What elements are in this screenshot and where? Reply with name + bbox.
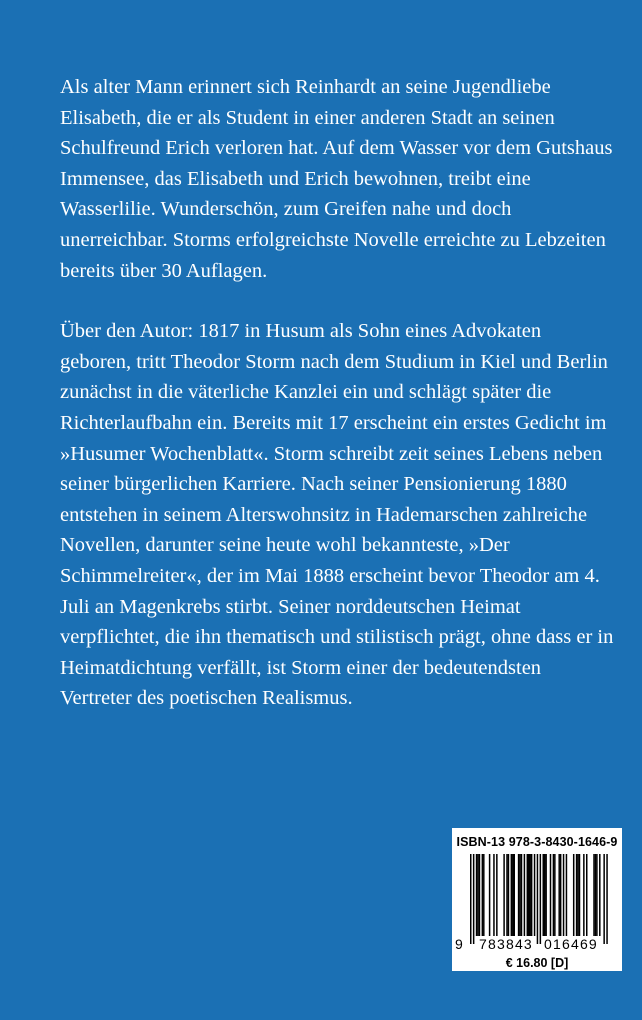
- barcode-bar: [519, 854, 521, 936]
- barcode-bar: [543, 854, 545, 936]
- barcode-bar: [544, 854, 546, 936]
- barcode-bar: [566, 854, 568, 936]
- barcode-bar: [470, 854, 472, 944]
- barcode-bar: [599, 854, 601, 936]
- barcode-bar: [560, 854, 562, 936]
- barcode-bar: [534, 854, 536, 936]
- barcode-bar: [537, 854, 539, 944]
- barcode-bar: [553, 854, 555, 936]
- barcode-bar: [596, 854, 598, 936]
- barcode-bar: [524, 854, 526, 936]
- barcode-bar: [563, 854, 565, 936]
- synopsis-paragraph: Als alter Mann erinnert sich Reinhardt an seine Jugendliebe Elisabeth, die er als Student in einer anderen Stadt an seinen Schulfreund Erich verloren hat. Auf dem Wasser vor dem Gutshaus Immensee, das Elisabeth und Erich bewohnen, treibt eine Wasserlilie. Wunderschön, zum Greifen nahe und doch unerreichbar. Storms erfolgreichste Novelle erreichte zu Lebzeiten bereits über 30 Auflagen.: [60, 76, 613, 282]
- author-bio-paragraph: Über den Autor: 1817 in Husum als Sohn eines Advokaten geboren, tritt Theodor Storm nach dem Studium in Kiel und Berlin zunächst in die väterliche Kanzlei ein und schlägt später die Richterlaufbahn ein. Bereits mit 17 erscheint ein erstes Gedicht im »Husumer Wochenblatt«. Storm schreibt zeit seines Lebens neben seiner bürgerlichen Karriere. Nach seiner Pensionierung 1880 entstehen in seinem Alterswohnsitz in Hademarschen zahlreiche Novellen, darunter seine heute wohl bekannteste, »Der Schimmelreiter«, der im Mai 1888 erscheint bevor Theodor am 4. Juli an Magenkrebs stirbt. Seiner norddeutschen Heimat verpflichtet, die ihn thematisch und stilistisch prägt, ohne dass er in Heimatdichtung verfällt, ist Storm einer der bedeutendsten Vertreter des poetischen Realismus.: [60, 320, 614, 710]
- barcode-bar: [482, 854, 484, 936]
- barcode-bar: [531, 854, 533, 936]
- barcode-bar: [473, 854, 475, 944]
- barcode-bar: [483, 854, 485, 936]
- barcode-bar: [476, 854, 478, 936]
- barcode-bar: [521, 854, 523, 936]
- blurb-text: [60, 72, 616, 714]
- barcode-bar: [511, 854, 512, 936]
- barcode-bar: [529, 854, 531, 936]
- barcode-bar: [496, 854, 498, 936]
- barcode-bar: [493, 854, 495, 936]
- barcode-bar: [576, 854, 578, 936]
- barcode-bar: [573, 854, 575, 936]
- price-label: € 16.80 [D]: [505, 956, 569, 970]
- barcode-bar: [554, 854, 556, 936]
- barcode-bar: [558, 854, 560, 936]
- isbn-label: ISBN-13 978-3-8430-1646-9: [456, 835, 618, 849]
- barcode-first-digit: 9: [455, 936, 463, 952]
- barcode-bar: [593, 854, 595, 936]
- barcode-bar: [545, 854, 547, 936]
- barcode-bar: [595, 854, 597, 936]
- barcode-bar: [527, 854, 529, 936]
- barcode-bar: [550, 854, 552, 936]
- barcode-bar: [477, 854, 479, 936]
- barcode-bar: [506, 854, 508, 936]
- barcode-bar: [579, 854, 581, 936]
- barcode-bar: [540, 854, 542, 944]
- barcode-bar: [503, 854, 505, 936]
- barcode-bar: [583, 854, 585, 936]
- barcode-bar: [514, 854, 516, 936]
- barcode-bar: [606, 854, 608, 944]
- barcode-bar: [479, 854, 481, 936]
- barcode-right-digits: 016469: [544, 936, 598, 952]
- barcode-left-digits: 783843: [479, 936, 533, 952]
- barcode-bar: [586, 854, 588, 936]
- barcode-bar: [489, 854, 491, 936]
- barcode-bar: [512, 854, 514, 936]
- barcode-bar: [577, 854, 579, 936]
- barcode-panel: [452, 828, 622, 971]
- barcode-bar: [508, 854, 510, 936]
- barcode-digits: [452, 936, 622, 956]
- barcode-bar: [528, 854, 530, 936]
- barcode-bar: [518, 854, 520, 936]
- ean-barcode: [468, 854, 610, 946]
- barcode-bar: [603, 854, 605, 944]
